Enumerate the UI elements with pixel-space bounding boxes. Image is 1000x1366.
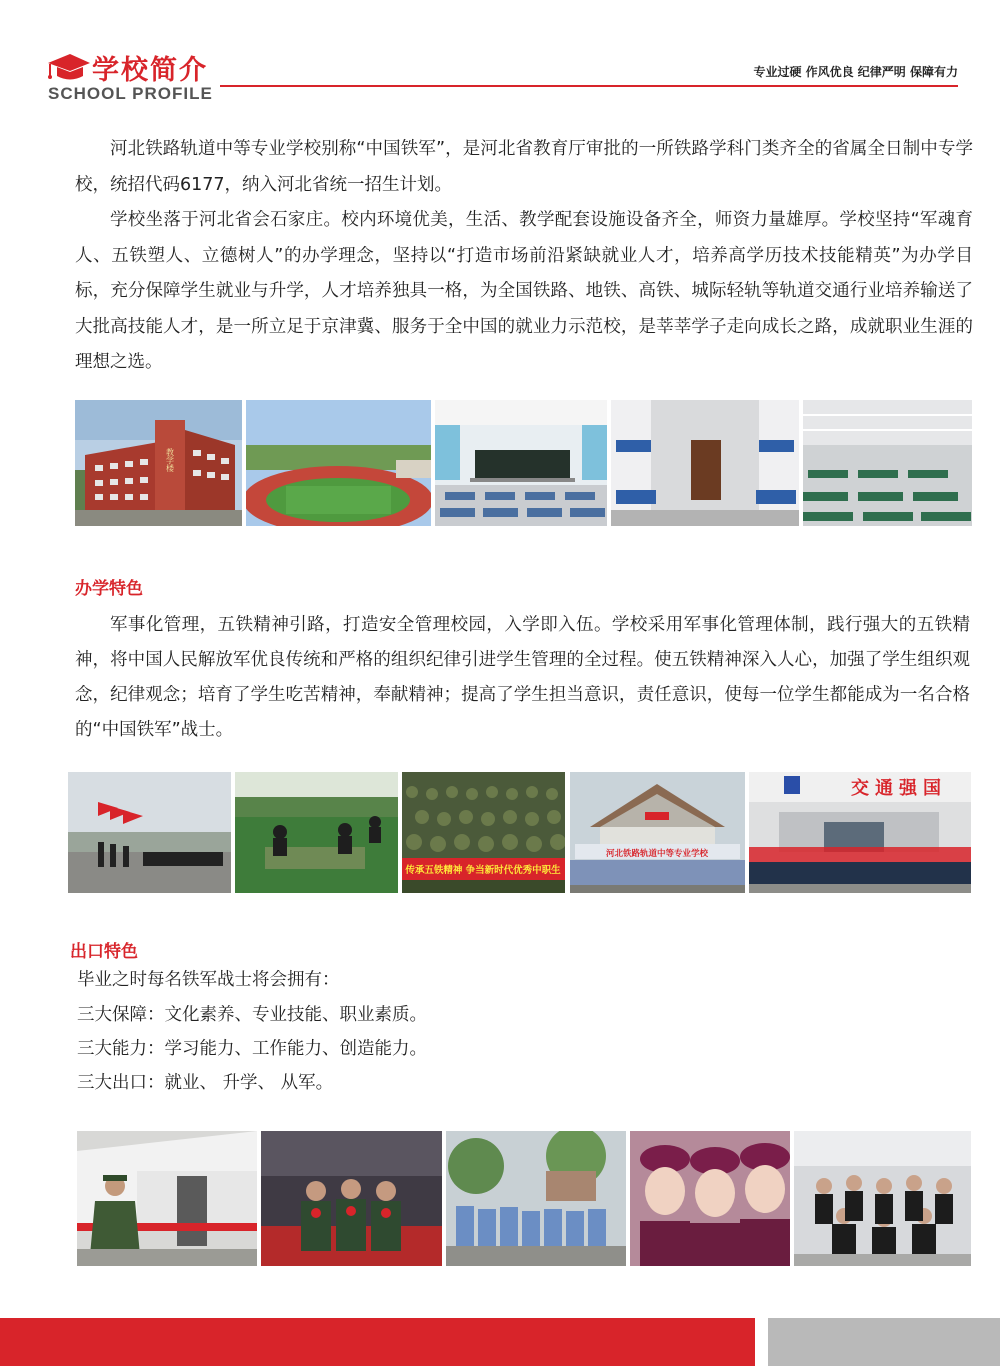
section-title-exit: 出口特色 <box>70 942 138 962</box>
photo-sports-field <box>246 400 431 526</box>
footer-bar-red <box>0 1318 755 1366</box>
photo-classroom <box>435 400 607 526</box>
photo-transport-power-group <box>749 772 971 893</box>
photo-dining-hall <box>803 400 972 526</box>
photo-security-team <box>794 1131 971 1266</box>
header-divider <box>220 85 958 87</box>
exit-line-intro: 毕业之时每名铁军战士将会拥有： <box>77 970 340 990</box>
photo-teaching-building <box>75 400 242 526</box>
photo-military-training <box>235 772 398 893</box>
building-sign-text: 教学楼 <box>165 448 175 472</box>
photo-student-assembly <box>402 772 565 893</box>
intro-paragraph-1: 河北铁路轨道中等专业学校别称“中国铁军”，是河北省教育厅审批的一所铁路学科门类齐全的省属全日制中专学校，统招代码6177，纳入河北省统一招生计划。 <box>75 139 973 195</box>
page-title: 学校简介 <box>92 55 208 86</box>
exit-line-exits: 三大出口：就业、 升学、 从军。 <box>77 1073 334 1093</box>
page-header <box>0 0 1000 110</box>
banner-text: 传承五铁精神 争当新时代优秀中职生 <box>405 865 561 876</box>
page-subtitle: SCHOOL PROFILE <box>48 84 213 103</box>
exit-line-abilities: 三大能力：学习能力、工作能力、创造能力。 <box>77 1039 427 1059</box>
features-paragraph: 军事化管理，五铁精神引路，打造安全管理校园，入学即入伍。学校采用军事化管理体制，践行强大的五铁精神，将中国人民解放军优良传统和严格的组织纪律引进学生管理的全过程。使五铁精神深入人心，加强了学生组织观念，纪律观念；培育了学生吃苦精神，奉献精神；提高了学生担当意识，责任意识，使每一位学生都能成为一名合格的“中国铁军”战士。 <box>75 615 970 740</box>
sign-text: 交通强国 <box>851 778 947 799</box>
photo-school-gate-group <box>570 772 745 893</box>
graduation-cap-icon <box>44 52 92 82</box>
footer-bar-gray <box>768 1318 1000 1366</box>
photo-soldier-salute-train <box>77 1131 257 1266</box>
photo-rail-attendants <box>630 1131 790 1266</box>
photo-flag-parade <box>68 772 231 893</box>
header-slogan: 专业过硬 作风优良 纪律严明 保障有力 <box>753 65 958 79</box>
banner-text: 河北铁路轨道中等专业学校 <box>605 849 709 859</box>
section-title-features: 办学特色 <box>75 579 143 599</box>
photo-railway-uniform-group <box>446 1131 626 1266</box>
intro-paragraph-2: 学校坐落于河北省会石家庄。校内环境优美，生活、教学配套设施设备齐全，师资力量雄厚。学校坚持“军魂育人、五铁塑人、立德树人”的办学理念，坚持以“打造市场前沿紧缺就业人才，培养高学历技术技能精英”为办学目标，充分保障学生就业与升学，人才培养独具一格，为全国铁路、地铁、高铁、城际轻轨等轨道交通行业培养输送了大批高技能人才，是一所立足于京津冀、服务于全中国的就业力示范校，是莘莘学子走向成长之路，成就职业生涯的理想之选。 <box>75 210 973 372</box>
photo-dormitory <box>611 400 799 526</box>
exit-line-guarantees: 三大保障：文化素养、专业技能、职业素质。 <box>77 1005 427 1025</box>
photo-enlisted-students <box>261 1131 442 1266</box>
